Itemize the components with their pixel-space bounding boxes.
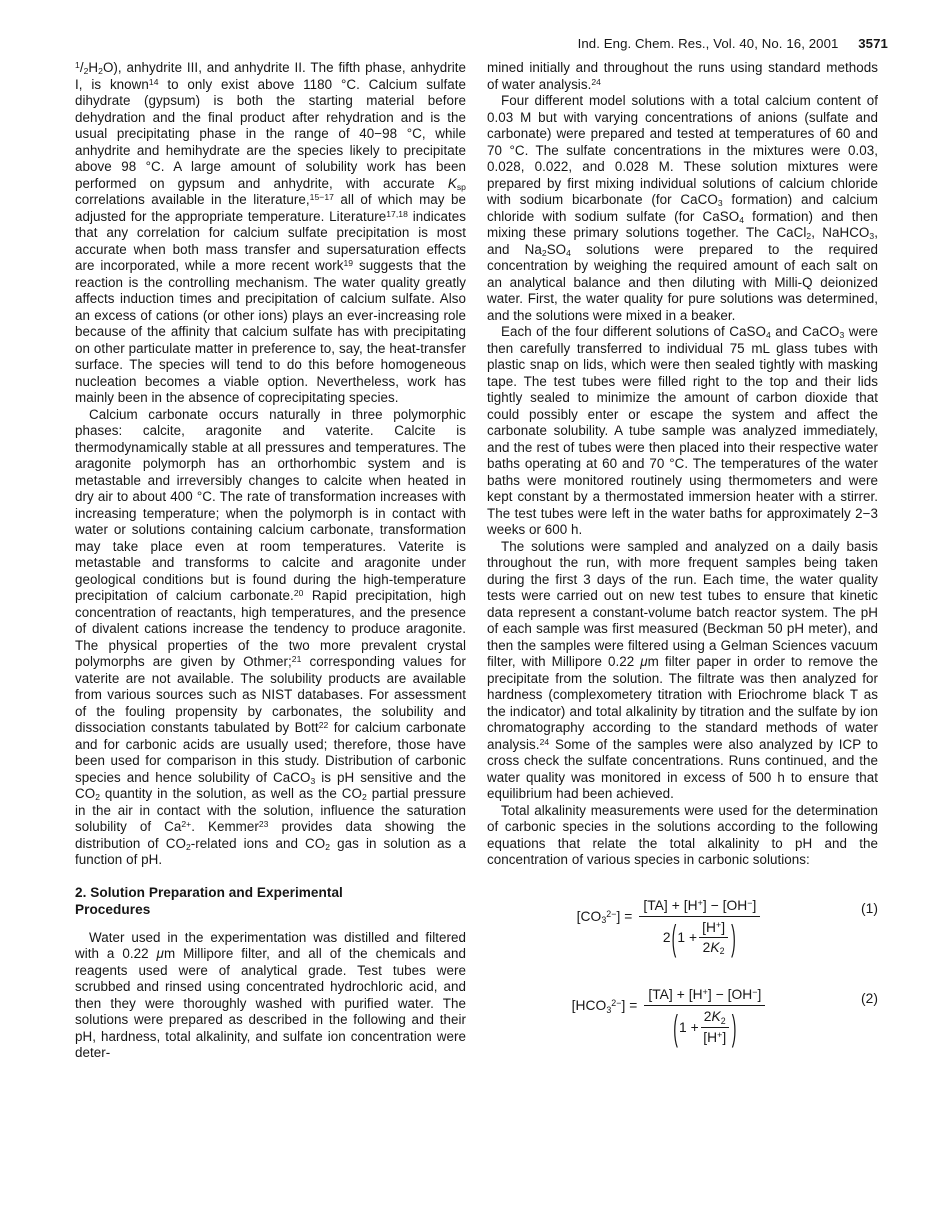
equation-1-fraction xyxy=(639,897,760,957)
running-head xyxy=(578,36,888,51)
equation-1-inner-denominator: $2K_2$ xyxy=(702,939,725,957)
equation-2-denominator xyxy=(672,1006,737,1048)
equation-2-inner-denominator: [H+] xyxy=(703,1029,727,1045)
page-number: 3571 xyxy=(858,36,888,51)
equation-1-numerator: [TA] + [H+] − [OH−] xyxy=(639,897,760,917)
journal-citation: Ind. Eng. Chem. Res., Vol. 40, No. 16, 2001 xyxy=(577,36,839,51)
equation-block xyxy=(487,897,878,1046)
equation-1-lhs: $[CO_3^{2-}]$ = xyxy=(576,908,633,925)
equation-2-number: (2) xyxy=(860,991,878,1007)
paragraph: $^1/_2H_2O$), anhydrite III, and anhydrite II. The fifth phase, anhydrite I, is known$^{14}$ to only exist above 1180 °C. Calcium sulfate dihydrate (gypsum) is both the starting material before dehydration and the final product after rehydration and is the usual precipitating phase in the range of 40−98 °C, while anhydrite and hemihydrate are the species likely to precipitate above 98 °C. A large amount of solubility work has been performed on gypsum and anhydrite, with accurate $K_{sp}$ correlations available in the literature,$^{15-17}$ all of which may be adjusted for the appropriate temperature. Literature$^{17,18}$ indicates that any correlation for calcium sulfate precipitation is most accurate when both mass transfer and supersaturation effects are incorporated, while a more recent work$^{19}$ suggests that the reaction is the controlling mechanism. The water quality greatly affects induction times and precipitation of calcium sulfate. Also an excess of cations (or other ions) plays an ever-increasing role because of the affinity that calcium sulfate has with precipitating on other particulate matter in preference to, say, the heat-transfer surface. The species will tend to do this before homogeneous nucleation becomes a viable option. Nevertheless, work has mainly been in the absence of coprecipitating species. xyxy=(75,60,467,405)
equation-2-lhs: $[HCO_3^{2-}]$ = xyxy=(571,998,638,1015)
equation-2 xyxy=(487,986,878,1048)
equation-1-number: (1) xyxy=(860,901,878,917)
close-paren-glyph: ) xyxy=(731,917,736,958)
equation-1-inner-numerator: [H+] xyxy=(699,919,728,938)
paragraph: mined initially and throughout the runs using standard methods of water analysis.$^{24}$ xyxy=(487,60,878,92)
paragraph: Four different model solutions with a total calcium content of 0.03 M but with varying concentrations of anions (sulfate and carbonate) were prepared and tested at temperatures of 60 and 70 °C. The sulfate concentrations in the mixtures were 0.03, 0.028, 0.022, and 0.028 M. These solution mixtures were prepared by first mixing individual solutions of calcium chloride with sodium bicarbonate (for CaCO$_3$ formation) and calcium chloride with sodium sulfate (for CaSO$_4$ formation) and then mixing these primary solutions together. The CaCl$_2$, NaHCO$_3$, and $Na_2SO_4$ solutions were prepared to the required concentration by weighing the required amount of each salt on an analytical balance and then diluting with Milli-Q deionized water. First, the water quality for pure solutions was determined, and the solutions were mixed in a beaker. xyxy=(487,93,878,323)
equation-2-inner-numerator: $2K_2$ xyxy=(701,1008,729,1027)
equation-2-fraction xyxy=(644,986,765,1046)
equation-1 xyxy=(487,897,878,958)
equation-1-den-prefix: 2 xyxy=(662,929,671,945)
paragraph: Calcium carbonate occurs naturally in three polymorphic phases: calcite, aragonite and vaterite. Calcite is thermodynamically stable at all pressures and temperatures. The aragonite polymorph has an orthorhombic system and is metastable and irreversibly changes to calcite when heated in dry air to about 400 °C. The rate of transformation increases with increasing temperature; when the polymorph is in contact with water or solutions containing calcium carbonate, transformation may take place even at room temperatures. Vaterite is metastable and transforms to calcite and aragonite under geological conditions but is found during the high-temperature precipitation of calcium carbonate.$^{20}$ Rapid precipitation, high concentration of reactants, high temperatures, and the presence of divalent cations increase the tendency to produce aragonite. The physical properties of the two more prevalent crystal polymorphs are given by Othmer;$^{21}$ corresponding values for vaterite are not available. The solubility products are available from various sources such as NIST databases. For assessment of the fouling propensity by carbonates, the solubility and dissociation constants tabulated by Bott$^{22}$ for calcium carbonate and for carbonic acids are usually used; therefore, those have been used for comparison in this study. Distribution of carbonic species and hence solubility of CaCO$_3$ is pH sensitive and the $CO_2$ quantity in the solution, as well as the $CO_2$ partial pressure in the air in contact with the solution, influence the saturation solubility of $Ca^{2+}$. Kemmer$^{23}$ provides data showing the distribution of $CO_2$-related ions and $CO_2$ gas in solution as a function of pH. xyxy=(75,406,466,867)
equation-2-den-pre: 1 + xyxy=(679,1019,699,1035)
open-paren-glyph: ( xyxy=(673,1006,678,1048)
paragraph: Water used in the experimentation was distilled and filtered with a 0.22 μm Millipore filter, and all of the chemicals and reagents used were of analytical grade. Test tubes were scrubbed and rinsed using concentrated hydrochloric acid, and then they were thoroughly washed with purified water. The solutions were prepared as described in the following and their pH, hardness, total alkalinity, and sulfate ion concentration were deter- xyxy=(75,929,466,1060)
open-paren-glyph: ( xyxy=(671,917,677,958)
paragraph: The solutions were sampled and analyzed on a daily basis throughout the run, with more frequent samples being taken during the first 3 days of the run. Each time, the water quality tests were carried out on new test tubes to ensure that kinetic data represent a constant-volume batch reactor system. The pH of each sample was first measured (Beckman 50 pH meter), and then the samples were filtered using a Gelman Sciences vacuum filter, with Millipore 0.22 μm filter paper in order to remove the precipitate from the solution. The filtrate was then analyzed for hardness (complexometery titration with Eriochrome black T as the indicator) and total alkalinity by titration and the sulfate by ion chromatography according to the standard methods of water analysis.$^{24}$ Some of the samples were also analyzed by ICP to cross check the sulfate concentrations. Runs continued, and the water quality was monitored in excess of 500 h to ensure that equilibrium had been achieved. xyxy=(487,538,878,801)
equation-2-inner-fraction xyxy=(701,1008,729,1045)
close-paren-glyph: ) xyxy=(731,1006,737,1048)
section-heading: 2. Solution Preparation and Experimental Procedures xyxy=(75,884,343,917)
equation-1-den-pre: 1 + xyxy=(677,929,698,945)
equation-1-denominator xyxy=(663,917,737,956)
right-column xyxy=(487,60,878,1076)
paragraph: Each of the four different solutions of CaSO$_4$ and CaCO$_3$ were then carefully transferred to individual 75 mL glass tubes with plastic snap on lids, which were then sealed tightly with masking tape. The test tubes were filled right to the top and their lids tightly sealed to minimize the amount of carbon dioxide that could possibly enter or escape the system and affect the carbonate solubility. A tube sample was analyzed immediately, and the rest of tubes were then placed into their respective water baths operating at 60 and 70 °C. The temperatures of the water baths were monitored routinely using thermometers and were kept constant by a thermostated immersion heater with a stirrer. The test tubes were left in the water baths for approximately 2−3 weeks or 600 h. xyxy=(487,324,879,537)
right-column-paragraphs xyxy=(487,60,878,869)
equation-2-numerator: [TA] + [H+] − [OH−] xyxy=(644,986,765,1006)
paragraph: Total alkalinity measurements were used for the determination of carbonic species in the solutions according to the following equations that relate the total alkalinity to pH and the concentration of various species in carbonic solutions: xyxy=(487,802,878,867)
equation-1-inner-fraction xyxy=(699,919,728,956)
left-column xyxy=(75,60,466,1062)
